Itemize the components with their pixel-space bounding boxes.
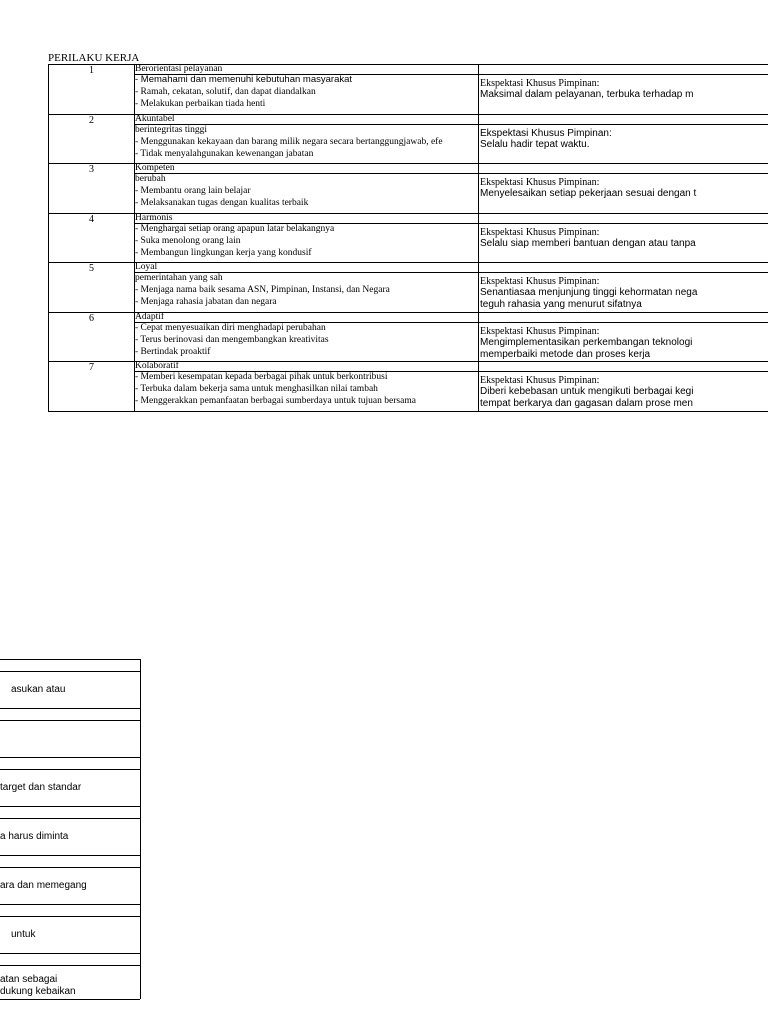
expectation-label: Ekspektasi Khusus Pimpinan: [480,78,600,89]
expectation-label: Ekspektasi Khusus Pimpinan: [480,127,612,139]
fragment-border-right [140,659,141,999]
row-number: 5 [89,263,94,274]
fragment-text: a harus diminta [0,831,69,842]
fragment-text: ara dan memegang [0,880,87,891]
expectation-label: Ekspektasi Khusus Pimpinan: [480,325,600,337]
fragment-text: untuk [11,929,36,940]
value-title: Kompeten [135,163,175,173]
behavior-item: - Menghargai setiap orang apapun latar belakangnya [135,223,335,234]
row-number: 3 [89,164,94,175]
behavior-item: - Suka menolong orang lain [135,235,241,246]
fragment-sub-border [0,965,140,966]
fragment-text: asukan atau [11,684,66,695]
expectation-text: teguh rahasia yang menurut sifatnya [480,299,642,310]
value-title: Adaptif [135,311,165,322]
expectation-label: Ekspektasi Khusus Pimpinan: [480,276,600,287]
expectation-text: Selalu hadir tepat waktu. [480,138,590,150]
row-number: 2 [89,114,94,126]
row-number: 1 [89,65,94,76]
fragment-sub-border [0,867,140,868]
expectation-label: Ekspektasi Khusus Pimpinan: [480,375,600,386]
expectation-label: Ekspektasi Khusus Pimpinan: [480,177,600,188]
fragment-sub-border [0,769,140,770]
expectation-text: Menyelesaikan setiap pekerjaan sesuai dengan t [480,188,697,199]
fragment-row-border [0,659,140,660]
value-title: Harmonis [135,212,173,223]
fragment-sub-border [0,818,140,819]
fragment-sub-border [0,916,140,917]
behavior-item: - Melakukan perbaikan tiada henti [135,99,266,109]
fragment-sub-border [0,720,140,721]
behavior-item: - Membangun lingkungan kerja yang kondusif [135,247,312,258]
expectation-text: tempat berkarya dan gagasan dalam prose men [480,398,693,409]
fragment-row-border [0,953,140,954]
behavior-item: - Menjaga rahasia jabatan dan negara [135,297,277,307]
expectation-text: Selalu siap memberi bantuan dengan atau tanpa [480,237,696,249]
behavior-item: - Menggerakkan pemanfaatan berbagai sumberdaya untuk tujuan bersama [135,396,416,406]
fragment-row-border [0,855,140,856]
value-title: Kolaboratif [135,361,179,371]
expectation-text: Diberi kebebasan untuk mengikuti berbagai kegi [480,386,694,397]
section-heading: PERILAKU KERJA [48,52,140,64]
fragment-row-border [0,904,140,905]
fragment-row-border [0,757,140,758]
fragment-row-border [0,806,140,807]
fragment-sub-border [0,671,140,672]
fragment-text: atan sebagai [0,974,58,985]
behavior-item: berintegritas tinggi [135,124,208,135]
fragment-text: dukung kebaikan [0,986,76,997]
behavior-item: - Ramah, cekatan, solutif, dan dapat diandalkan [135,87,316,97]
behavior-item: - Terbuka dalam bekerja sama untuk menghasilkan nilai tambah [135,384,378,394]
behavior-item: - Menjaga nama baik sesama ASN, Pimpinan, Instansi, dan Negara [135,285,390,295]
behavior-item: pemerintahan yang sah [135,273,223,283]
table-border-bottom [48,411,768,412]
row-number: 4 [89,213,94,225]
behavior-item: - Tidak menyalahgunakan kewenangan jabatan [135,148,314,159]
behavior-item: - Memahami dan memenuhi kebutuhan masyarakat [135,74,353,85]
expectation-text: Senantiasaa menjunjung tinggi kehormatan nega [480,287,698,298]
fragment-text: target dan standar [0,782,82,793]
value-title: Berorientasi pelayanan [135,64,223,74]
value-title: Loyal [135,262,158,272]
table-divider-exp [478,64,479,411]
behavior-item: - Menggunakan kekayaan dan barang milik negara secara bertanggungjawab, efe [135,136,443,147]
behavior-item: berubah [135,174,166,184]
fragment-border-bottom [0,999,140,1000]
behavior-item: - Terus berinovasi dan mengembangkan kreativitas [135,334,329,345]
expectation-text: Mengimplementasikan perkembangan teknologi [480,336,693,348]
behavior-item: - Memberi kesempatan kepada berbagai pihak untuk berkontribusi [135,372,388,382]
row-number: 7 [89,362,94,373]
behavior-item: - Membantu orang lain belajar [135,186,251,196]
expectation-text: memperbaiki metode dan proses kerja [480,348,651,360]
value-title: Akuntabel [135,113,175,124]
expectation-text: Maksimal dalam pelayanan, terbuka terhadap m [480,89,694,100]
row-number: 6 [89,312,94,324]
expectation-label: Ekspektasi Khusus Pimpinan: [480,226,600,238]
fragment-row-border [0,708,140,709]
behavior-item: - Melaksanakan tugas dengan kualitas terbaik [135,198,309,208]
behavior-item: - Bertindak proaktif [135,346,211,357]
behavior-item: - Cepat menyesuaikan diri menghadapi perubahan [135,322,326,333]
